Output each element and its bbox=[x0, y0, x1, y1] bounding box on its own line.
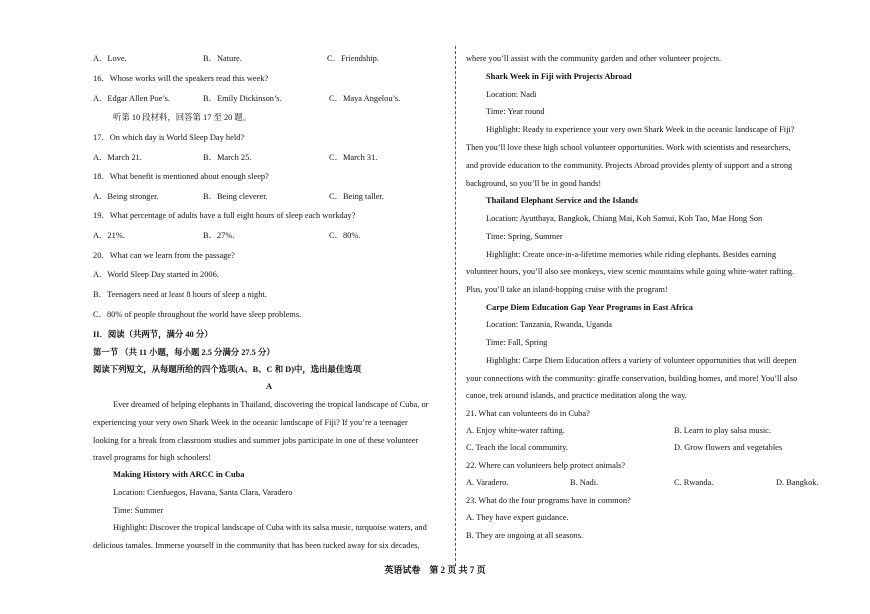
q22-option-c: C. Rwanda. bbox=[674, 478, 714, 487]
q20-option-a: A．World Sleep Day started in 2006. bbox=[93, 270, 219, 279]
q17-option-a: A．March 21. bbox=[93, 153, 142, 162]
fiji-highlight-line-1: Highlight: Ready to experience your very own Shark Week in the oceanic landscape of Fiji? bbox=[486, 125, 795, 134]
q21-option-d: D. Grow flowers and vegetables bbox=[674, 443, 783, 452]
right-column bbox=[466, 0, 826, 560]
q22-option-d: D. Bangkok. bbox=[776, 478, 819, 487]
section-10-instruction: 听第 10 段材料，回答第 17 至 20 题。 bbox=[113, 113, 252, 122]
q20-option-b: B．Teenagers need at least 8 hours of sleep a night. bbox=[93, 290, 267, 299]
q18-option-b: B．Being cleverer. bbox=[203, 192, 268, 201]
intro-line-4: travel programs for high schoolers! bbox=[93, 453, 212, 462]
thailand-highlight-line-2: volunteer hours, you’ll also see monkeys, view scenic mountains while going white-water rafting. bbox=[466, 267, 795, 276]
thailand-location: Location: Ayutthaya, Bangkok, Chiang Mai, Koh Samui, Koh Tao, Mae Hong Son bbox=[486, 214, 763, 223]
fiji-highlight-line-4: background, so you’ll be in good hands! bbox=[466, 179, 602, 188]
fiji-time: Time: Year round bbox=[486, 107, 545, 116]
question-18: 18．What benefit is mentioned about enough sleep? bbox=[93, 172, 269, 181]
q17-option-c: C．March 31. bbox=[329, 153, 378, 162]
intro-line-2: experiencing your very own Shark Week in the oceanic landscape of Fiji? If you’re a teenager bbox=[93, 418, 408, 427]
page-footer: 英语试卷 第 2 页 共 7 页 bbox=[384, 565, 486, 575]
part-2-heading: II．阅读（共两节，满分 40 分） bbox=[93, 330, 213, 339]
cuba-program-title: Making History with ARCC in Cuba bbox=[113, 470, 245, 479]
q15-option-a: A．Love. bbox=[93, 54, 127, 63]
q18-option-c: C．Being taller. bbox=[329, 192, 384, 201]
left-column bbox=[93, 0, 445, 560]
q19-option-c: C．80%. bbox=[329, 231, 361, 240]
east-africa-location: Location: Tanzania, Rwanda, Uganda bbox=[486, 320, 612, 329]
question-21: 21. What can volunteers do in Cuba? bbox=[466, 409, 590, 418]
east-africa-highlight-line-2: your connections with the community: giraffe conservation, building homes, and more! You’ll also bbox=[466, 374, 798, 383]
east-africa-time: Time: Fall, Spring bbox=[486, 338, 548, 347]
q16-option-a: A．Edgar Allen Poe’s. bbox=[93, 94, 170, 103]
section-1-heading: 第一节 （共 11 小题，每小题 2.5 分满分 27.5 分） bbox=[93, 348, 275, 357]
cuba-highlight-line-2: delicious tamales. Immerse yourself in the community that has been tucked away for six decades, bbox=[93, 541, 420, 550]
q17-option-b: B．March 25. bbox=[203, 153, 252, 162]
fiji-location: Location: Nadi bbox=[486, 90, 537, 99]
thailand-highlight-line-3: Plus, you’ll take an island-hopping cruise with the program! bbox=[466, 285, 668, 294]
q21-option-a: A. Enjoy white-water rafting. bbox=[466, 426, 565, 435]
q21-option-c: C. Teach the local community. bbox=[466, 443, 568, 452]
cuba-highlight-continued: where you’ll assist with the community garden and other volunteer projects. bbox=[466, 54, 722, 63]
question-20: 20．What can we learn from the passage? bbox=[93, 251, 235, 260]
reading-instruction: 阅读下列短文，从每题所给的四个选项(A、B、C 和 D)中，选出最佳选项 bbox=[93, 365, 361, 374]
q18-option-a: A．Being stronger. bbox=[93, 192, 159, 201]
fiji-program-title: Shark Week in Fiji with Projects Abroad bbox=[486, 72, 632, 81]
q22-option-a: A. Varadero. bbox=[466, 478, 509, 487]
thailand-program-title: Thailand Elephant Service and the Islands bbox=[486, 196, 638, 205]
q23-option-a: A. They have expert guidance. bbox=[466, 513, 569, 522]
intro-line-3: looking for a break from classroom studies and summer jobs participate in one of these volunteer bbox=[93, 436, 419, 445]
intro-line-1: Ever dreamed of helping elephants in Thailand, discovering the tropical landscape of Cuba, or bbox=[113, 400, 429, 409]
question-22: 22. Where can volunteers help protect animals? bbox=[466, 461, 626, 470]
q15-option-c: C．Friendship. bbox=[327, 54, 379, 63]
cuba-location: Location: Cienfuegos, Havana, Santa Clara, Varadero bbox=[113, 488, 293, 497]
q22-option-b: B. Nadi. bbox=[570, 478, 599, 487]
question-19: 19．What percentage of adults have a full eight hours of sleep each workday? bbox=[93, 211, 356, 220]
thailand-time: Time: Spring, Summer bbox=[486, 232, 563, 241]
q16-option-b: B．Emily Dickinson’s. bbox=[203, 94, 282, 103]
east-africa-highlight-line-3: canoe, trek around islands, and practice meditation along the way. bbox=[466, 391, 687, 400]
q15-option-b: B．Nature. bbox=[203, 54, 242, 63]
cuba-time: Time: Summer bbox=[113, 506, 164, 515]
fiji-highlight-line-2: Then you’ll love these high school volunteer opportunities. Work with scientists and researchers, bbox=[466, 143, 791, 152]
east-africa-highlight-line-1: Highlight: Carpe Diem Education offers a variety of volunteer opportunities that will deepen bbox=[486, 356, 797, 365]
thailand-highlight-line-1: Highlight: Create once-in-a-lifetime memories while riding elephants. Besides earning bbox=[486, 250, 777, 259]
column-divider bbox=[455, 46, 456, 566]
cuba-highlight-line-1: Highlight: Discover the tropical landscape of Cuba with its salsa music, turquoise waters, and bbox=[113, 523, 427, 532]
passage-label: A bbox=[265, 382, 273, 391]
east-africa-program-title: Carpe Diem Education Gap Year Programs in East Africa bbox=[486, 303, 693, 312]
q19-option-a: A．21%. bbox=[93, 231, 125, 240]
q23-option-b: B. They are ongoing at all seasons. bbox=[466, 531, 584, 540]
question-23: 23. What do the four programs have in common? bbox=[466, 496, 631, 505]
q16-option-c: C．Maya Angelou’s. bbox=[329, 94, 401, 103]
q20-option-c: C．80% of people throughout the world have sleep problems. bbox=[93, 310, 302, 319]
q19-option-b: B．27%. bbox=[203, 231, 235, 240]
question-16: 16．Whose works will the speakers read this week? bbox=[93, 74, 269, 83]
fiji-highlight-line-3: and provide education to the community. Projects Abroad provides plenty of support and a strong bbox=[466, 161, 793, 170]
question-17: 17．On which day is World Sleep Day held? bbox=[93, 133, 245, 142]
q21-option-b: B. Learn to play salsa music. bbox=[674, 426, 771, 435]
